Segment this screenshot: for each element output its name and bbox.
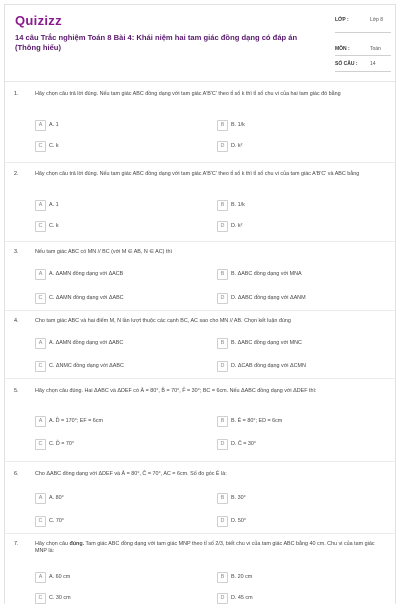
option-letter: B [217,269,228,280]
option-letter: C [35,293,46,304]
option-a[interactable] [35,572,195,584]
question-text-suffix: Tam giác ABC đồng dạng với tam giác MNP theo tỉ số 2/3, biết chu vi của tam giác ABC bằng 40 cm. Chu vi của tam giác MNP là: [35,541,375,555]
worksheet-header [5,5,396,75]
question-text: Cho tam giác ABC và hai điểm M, N lần lượt thuộc các cạnh BC, AC sao cho MN // AB. Chọn kết luận đúng [35,318,291,324]
option-b[interactable] [217,493,377,505]
option-letter: A [35,269,46,280]
option-letter: C [35,593,46,604]
option-text: D. Ĉ = 30° [231,441,257,447]
worksheet-title: 14 câu Trắc nghiệm Toán 8 Bài 4: Khái niệm hai tam giác đồng dạng có đáp án (Thông hiểu) [15,33,298,52]
option-c[interactable] [35,141,195,153]
question-text: Hãy chọn câu trả lời đúng. Nếu tam giác ABC đồng dạng với tam giác A'B'C' theo tỉ số k thì tỉ số chu vi của hai tam giác đó bằng [35,91,341,97]
option-a[interactable] [35,338,195,350]
option-letter: B [217,120,228,131]
question-text: Hãy chọn câu trả lời đúng. Nếu tam giác ABC đồng dạng với tam giác A'B'C' theo tỉ số k thì tỉ số chu vi của tam giác A'B'C' và ABC bằng [35,171,360,177]
option-letter: C [35,361,46,372]
option-text: C. ΔAMN đồng dạng với ΔABC [49,295,124,301]
question-number: 5. [14,388,19,394]
option-c[interactable] [35,593,195,604]
option-b[interactable] [217,416,377,428]
option-d[interactable] [217,516,377,528]
option-letter: A [35,493,46,504]
option-text: A. 80° [49,495,64,501]
option-text: A. D̂ = 170°; EF = 6cm [49,418,103,424]
option-b[interactable] [217,572,377,584]
option-text: A. 1 [49,202,59,208]
option-letter: A [35,572,46,583]
option-text: A. ΔAMN đồng dạng với ΔABC [49,340,124,346]
option-d[interactable] [217,439,377,451]
option-c[interactable] [35,439,195,451]
option-text: C. ΔNMC đồng dạng với ΔABC [49,363,124,369]
option-text: D. ΔCAB đồng dạng với ΔCMN [231,363,306,369]
option-b[interactable] [217,200,377,212]
option-text: C. k [49,223,59,229]
question-number: 3. [14,249,19,255]
option-text: B. 1/k [231,122,245,128]
option-b[interactable] [217,269,377,281]
option-letter: A [35,416,46,427]
option-text: D. ΔABC đồng dạng với ΔANM [231,295,306,301]
info-label: SỐ CÂU : [335,61,358,67]
option-letter: B [217,493,228,504]
option-b[interactable] [217,338,377,350]
option-letter: D [217,221,228,232]
option-letter: A [35,338,46,349]
option-c[interactable] [35,221,195,233]
question-text: Nếu tam giác ABC có MN // BC (với M ∈ AB, N ∈ AC) thì [35,249,172,255]
question-divider [5,533,396,534]
info-label: LỚP : [335,17,349,23]
question-divider [5,241,396,242]
option-a[interactable] [35,416,195,428]
option-letter: B [217,572,228,583]
option-text: C. 30 cm [49,595,71,601]
worksheet-page [4,4,396,604]
option-text: C. D̂ = 70° [49,441,75,447]
info-value: 14 [370,61,376,67]
question-number: 6. [14,471,19,477]
option-text: B. 30° [231,495,246,501]
question-text-emphasis: đúng. [69,541,85,547]
question-divider [5,162,396,163]
option-text: C. 70° [49,518,65,524]
option-b[interactable] [217,120,377,132]
option-d[interactable] [217,361,377,373]
option-d[interactable] [217,221,377,233]
question-number: 7. [14,541,19,547]
option-c[interactable] [35,361,195,373]
option-letter: D [217,293,228,304]
option-letter: D [217,516,228,527]
option-text: A. 60 cm [49,574,71,580]
option-d[interactable] [217,141,377,153]
option-text: B. 1/k [231,202,245,208]
question-text: Cho ΔABC đồng dạng với ΔDEF và Â = 80°, Ĉ = 70°, AC = 6cm. Số đo góc Ê là: [35,471,227,477]
question-divider [5,461,396,462]
option-letter: C [35,141,46,152]
option-letter: D [217,593,228,604]
info-value: Toán [370,46,381,52]
option-letter: D [217,361,228,372]
question-text [35,541,385,556]
option-text: C. k [49,143,59,149]
option-text: A. 1 [49,122,59,128]
question-text-prefix: Hãy chọn câu [35,541,70,547]
option-letter: B [217,416,228,427]
option-a[interactable] [35,269,195,281]
option-d[interactable] [217,593,377,604]
header-divider [5,81,396,82]
question-number: 4. [14,318,19,324]
option-letter: D [217,141,228,152]
option-letter: A [35,200,46,211]
question-number: 2. [14,171,19,177]
info-label: MÔN : [335,46,350,52]
question-number: 1. [14,91,19,97]
info-divider [335,55,391,56]
question-divider [5,310,396,311]
option-letter: C [35,516,46,527]
option-c[interactable] [35,293,195,305]
option-text: D. k² [231,143,243,149]
question-divider [5,378,396,379]
option-text: D. k² [231,223,243,229]
option-letter: C [35,439,46,450]
question-text: Hãy chọn câu đúng. Hai ΔABC và ΔDEF có Â = 80°, B̂ = 70°, F̂ = 30°; BC = 6cm. Nếu ΔABC đồng dạng với ΔDEF thì: [35,388,317,394]
option-letter: A [35,120,46,131]
option-letter: B [217,200,228,211]
option-d[interactable] [217,293,377,305]
option-letter: B [217,338,228,349]
option-a[interactable] [35,120,195,132]
option-a[interactable] [35,200,195,212]
option-text: A. ΔAMN đồng dạng với ΔACB [49,271,124,277]
option-text: B. ΔABC đồng dạng với MNC [231,340,302,346]
option-letter: C [35,221,46,232]
info-value: Lớp 8 [370,17,384,23]
option-letter: D [217,439,228,450]
quizizz-logo: Quizizz [15,13,62,28]
option-text: B. 20 cm [231,574,253,580]
info-divider [335,32,391,33]
option-c[interactable] [35,516,195,528]
option-text: D. 50° [231,518,247,524]
option-text: B. Ê = 80°; ED = 6cm [231,418,283,424]
info-divider [335,71,391,72]
option-text: B. ΔABC đồng dạng với MNA [231,271,302,277]
option-a[interactable] [35,493,195,505]
option-text: D. 45 cm [231,595,253,601]
